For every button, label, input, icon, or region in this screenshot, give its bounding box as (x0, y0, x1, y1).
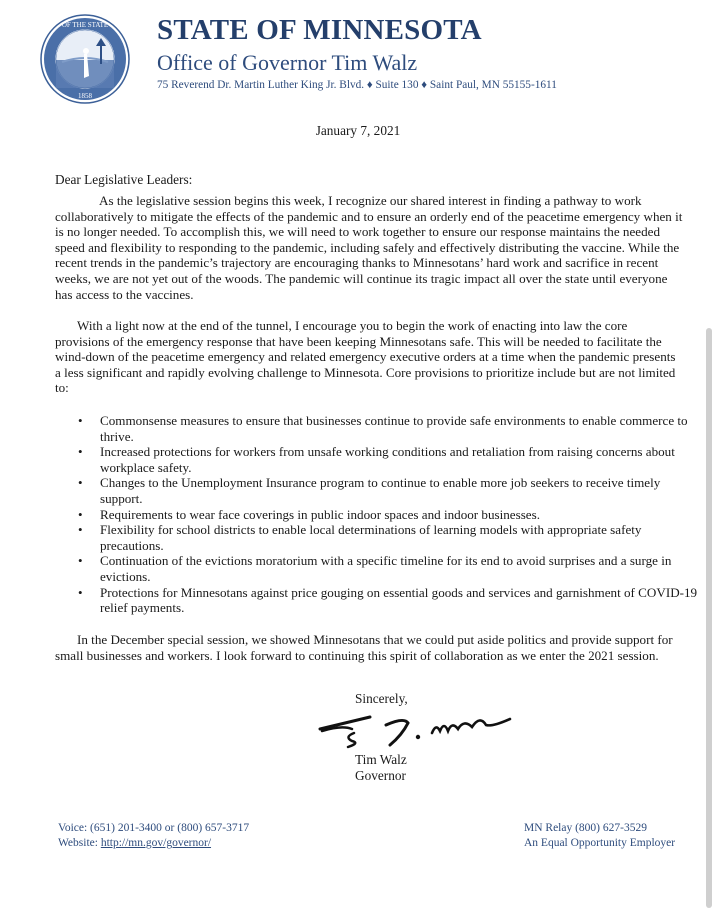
list-item: • Flexibility for school districts to enable local determinations of learning models with appropriate safety precautions. (70, 522, 700, 553)
paragraph-1 (55, 193, 683, 302)
footer-website (58, 836, 249, 851)
paragraph-2-text: With a light now at the end of the tunnel, I encourage you to begin the work of enacting into law the core provisions of the emergency response that have been keeping Minnesotans safe. This will be needed to facilitate the wind-down of the peacetime emergency and related emergency executive orders at a time when the pandemic presents a less significant and rapidly evolving challenge to Minnesota. Core provisions to prioritize include but are not limited to: (55, 318, 676, 396)
signer-title: Governor (355, 768, 406, 783)
list-item: • Commonsense measures to ensure that businesses continue to provide safe environments to enable commerce to thrive. (70, 413, 700, 444)
letterhead-title: STATE OF MINNESOTA (157, 14, 482, 46)
list-item: • Protections for Minnesotans against price gouging on essential goods and services and garnishment of COVID-19 relief payments. (70, 585, 700, 616)
footer-eoe: An Equal Opportunity Employer (524, 837, 676, 849)
footer-mn-relay: MN Relay (800) 627-3529 (524, 822, 647, 834)
list-item: • Increased protections for workers from unsafe working conditions and retaliation from raising concerns about workplace safety. (70, 444, 700, 475)
list-item: • Changes to the Unemployment Insurance program to continue to enable more job seekers to receive timely support. (70, 475, 700, 506)
paragraph-3 (55, 632, 683, 663)
core-provisions-list (70, 413, 700, 616)
website-link[interactable]: http://mn.gov/governor/ (100, 837, 212, 849)
paragraph-3-text: In the December special session, we showed Minnesotans that we could put aside politics and provide support for small businesses and workers. I look forward to continuing this spirit of collaboration as we enter the 2021 session. (55, 632, 673, 663)
svg-text:OF THE STATE: OF THE STATE (61, 21, 109, 29)
paragraph-2 (55, 318, 683, 396)
salutation: Dear Legislative Leaders: (55, 172, 193, 187)
list-item: • Requirements to wear face coverings in public indoor spaces and indoor businesses. (70, 507, 700, 523)
signer-name: Tim Walz (355, 752, 407, 767)
footer-relay (524, 821, 675, 851)
letter-date: January 7, 2021 (315, 123, 401, 138)
letterhead-address: 75 Reverend Dr. Martin Luther King Jr. Blvd. ♦ Suite 130 ♦ Saint Paul, MN 55155-1611 (157, 79, 557, 91)
footer-contact (58, 821, 249, 851)
list-item: • Continuation of the evictions moratorium with a specific timeline for its end to avoid surprises and a surge in evictions. (70, 553, 700, 584)
footer-voice: Voice: (651) 201-3400 or (800) 657-3717 (58, 822, 250, 834)
footer-website-label: Website: (58, 837, 101, 849)
vertical-scrollbar[interactable] (706, 328, 712, 908)
signature-icon (312, 707, 532, 752)
state-seal-icon (40, 14, 130, 104)
paragraph-1-text: As the legislative session begins this week, I recognize our shared interest in finding a pathway to work collaboratively to mitigate the effects of the pandemic and to ensure an orderly end of the peacetime emergency when it is no longer needed. To accomplish this, we will need to work together to ensure our response maintains the needed speed and flexibility to responding to the pandemic, including safely and effectively distributing the vaccine. While the recent trends in the pandemic’s trajectory are encouraging thanks to Minnesotans’ hard work and sacrifice in recent weeks, we are not yet out of the woods. The pandemic will continue its tragic impact all over the state until everyone has access to the vaccines. (55, 193, 683, 302)
svg-text:1858: 1858 (78, 92, 92, 100)
letterhead-office: Office of Governor Tim Walz (157, 50, 418, 75)
closing: Sincerely, (355, 691, 408, 706)
